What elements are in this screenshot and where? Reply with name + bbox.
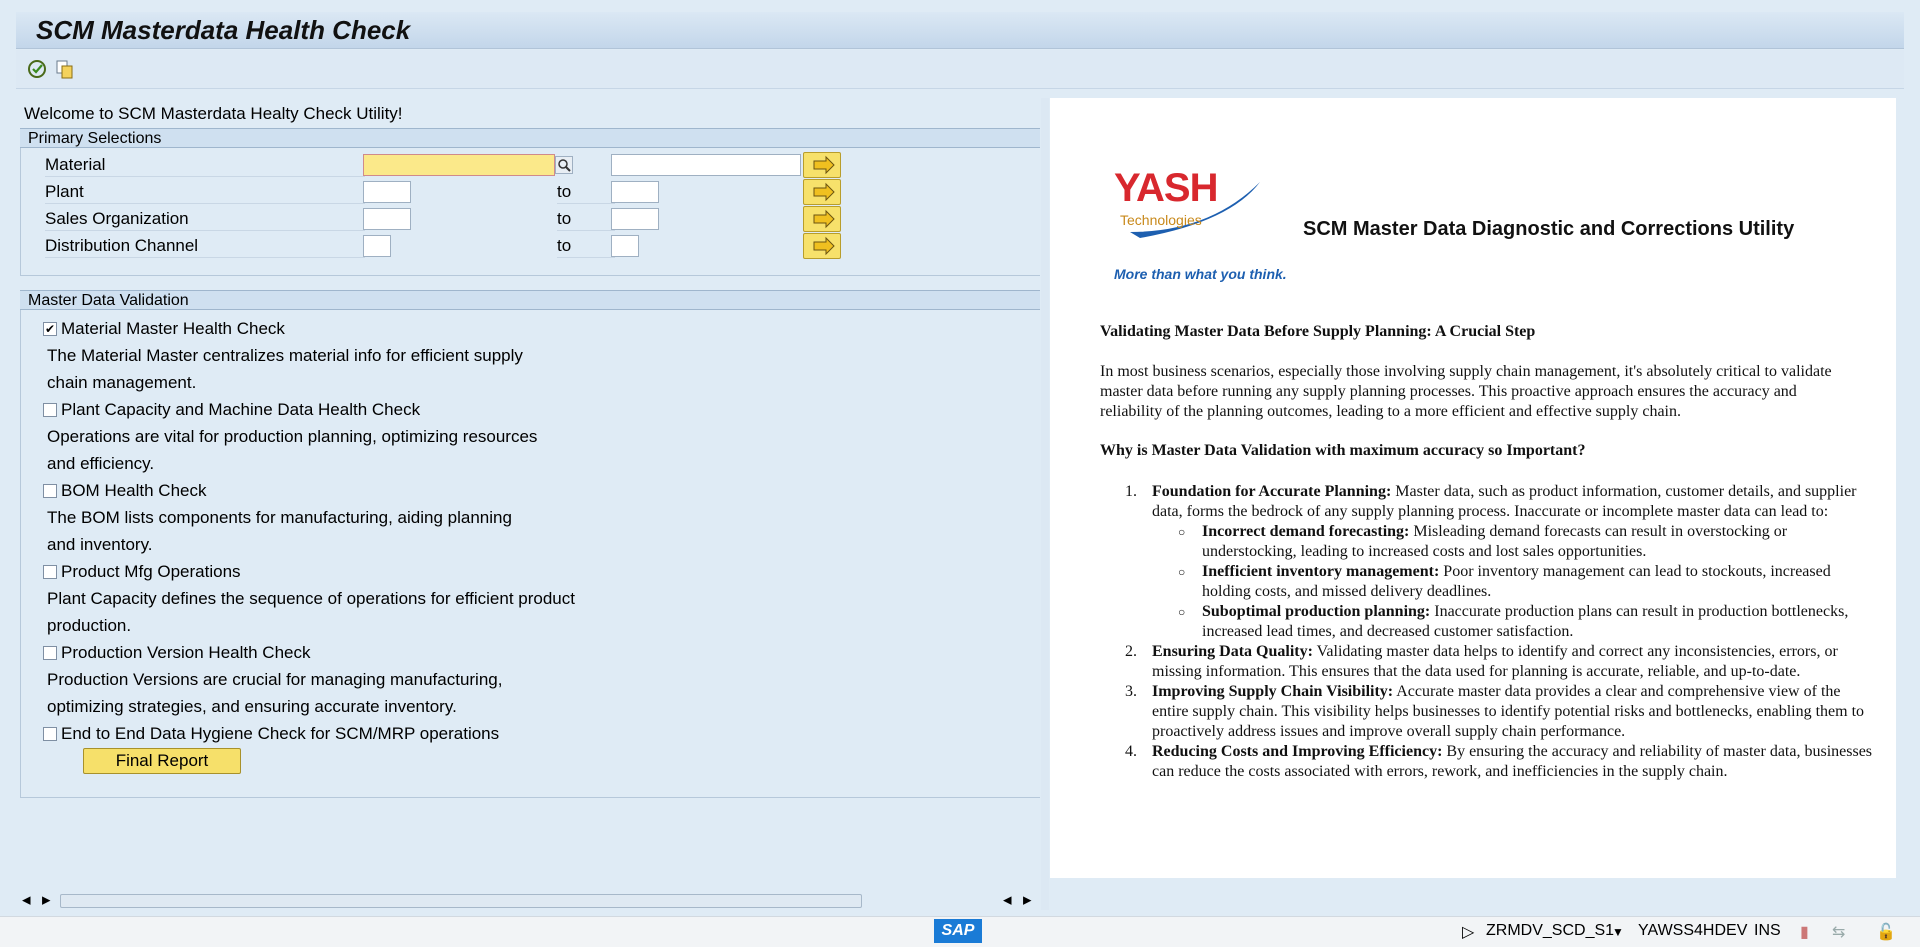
list-number: 2. [1125,643,1137,660]
material-from-input[interactable] [363,154,555,176]
dist-channel-to-label: to [557,235,615,258]
intro-paragraph: In most business scenarios, especially those involving supply chain management, it's absolutely critical to validate master data before running any supply planning processes. This proactive approach ensures the accuracy and reliability of the planning outcomes, leading to a more efficient and effective supply chain. [1100,363,1832,420]
list-item-bold: Ensuring Data Quality: [1152,643,1313,660]
list-item [1100,682,1880,742]
plant-label: Plant [45,181,365,204]
bom-desc-1: The BOM lists components for manufacturing, aiding planning [47,508,512,527]
material-label: Material [45,154,365,177]
list-item [1100,642,1880,682]
product-mfg-check-label[interactable]: Product Mfg Operations [61,562,241,581]
plant-to-input[interactable] [611,181,659,203]
material-master-checkbox[interactable]: ✔ [44,322,56,336]
production-version-checkbox[interactable] [43,646,57,660]
title-bar [16,12,1904,49]
sales-org-to-input[interactable] [611,208,659,230]
status-icon-1: ▮ [1800,924,1809,941]
play-icon[interactable]: ▷ [1462,924,1475,941]
list-item [1100,482,1880,522]
search-help-icon[interactable] [555,156,573,174]
material-master-check-label[interactable]: Material Master Health Check [61,319,285,338]
page-title: SCM Masterdata Health Check [36,15,411,45]
material-multiple-selection-button[interactable] [803,152,841,178]
bom-check-label[interactable]: BOM Health Check [61,481,207,500]
sub-list-item [1100,562,1880,602]
material-to-input[interactable] [611,154,801,176]
bom-checkbox[interactable] [43,484,57,498]
bom-desc-2: and inventory. [47,535,153,554]
production-version-desc-1: Production Versions are crucial for managing manufacturing, [47,670,503,689]
primary-selections-box [20,148,1040,276]
input-mode[interactable]: INS [1754,922,1781,939]
sales-org-label: Sales Organization [45,208,365,231]
logo-sub: Technologies [1120,212,1202,228]
sub-item-text: Poor inventory management can lead to stockouts, increased holding costs, and missed delivery deadlines. [1202,563,1831,600]
sap-logo: SAP [934,919,982,943]
list-number: 4. [1125,743,1137,760]
master-data-validation-box [20,310,1040,798]
info-html-viewer [1050,98,1896,878]
bullet-icon: ○ [1178,565,1186,579]
sales-org-multiple-selection-button[interactable] [803,206,841,232]
list-item-bold: Reducing Costs and Improving Efficiency: [1152,743,1443,760]
dist-channel-to-input[interactable] [611,235,639,257]
list-item-text: Accurate master data provides a clear and comprehensive view of the entire supply chain. This visibility helps businesses to identify potential risks and bottlenecks, enabling them to proactively address issues and improve overall supply chain performance. [1152,683,1865,740]
list-item-text: By ensuring the accuracy and reliability of master data, businesses can reduce the costs associated with errors, rework, and inefficiencies in the supply chain. [1152,743,1873,780]
material-master-desc-2: chain management. [47,373,197,392]
bullet-icon: ○ [1178,605,1186,619]
pane-splitter[interactable] [1041,98,1049,910]
production-version-desc-2: optimizing strategies, and ensuring accurate inventory. [47,697,457,716]
primary-selections-heading: Primary Selections [20,128,1040,148]
logo-text: YASH [1114,166,1218,210]
sub-item-bold: Incorrect demand forecasting: [1202,523,1410,540]
list-item [1100,742,1880,782]
dist-channel-multiple-selection-button[interactable] [803,233,841,259]
sub-list-item [1100,522,1880,562]
end-to-end-check-label[interactable]: End to End Data Hygiene Check for SCM/MRP operations [61,724,500,743]
scroll-left-icon-2[interactable]: ◂ [1003,890,1012,909]
sub-list-item [1100,602,1880,642]
plant-multiple-selection-button[interactable] [803,179,841,205]
plant-capacity-desc-2: and efficiency. [47,454,155,473]
list-number: 1. [1125,483,1137,500]
scroll-left-icon[interactable]: ◂ [22,890,31,909]
benefits-list [1100,482,1880,782]
production-version-check-label[interactable]: Production Version Health Check [61,643,311,662]
horizontal-scrollbar[interactable] [18,890,1040,910]
logo-tagline: More than what you think. [1114,266,1287,282]
list-item-bold: Foundation for Accurate Planning: [1152,483,1392,500]
bullet-icon: ○ [1178,525,1186,539]
sales-org-to-label: to [557,208,615,231]
welcome-text: Welcome to SCM Masterdata Healty Check Utility! [24,104,403,123]
toolbar [16,50,1904,89]
plant-capacity-checkbox[interactable] [43,403,57,417]
list-number: 3. [1125,683,1137,700]
why-heading: Why is Master Data Validation with maximum accuracy so Important? [1100,442,1586,459]
product-mfg-desc-2: production. [47,616,132,635]
plant-capacity-desc-1: Operations are vital for production planning, optimizing resources [47,427,538,446]
article-heading: Validating Master Data Before Supply Planning: A Crucial Step [1100,323,1536,340]
end-to-end-checkbox[interactable] [43,727,57,741]
master-data-validation-heading: Master Data Validation [20,290,1040,310]
status-icon-2: ⇆ [1832,924,1846,941]
list-item-text: Validating master data helps to identify and correct any inconsistencies, errors, or missing information. This ensures that the data used for planning is accurate, reliable, and up-to-date. [1152,643,1838,680]
server-name: YAWSS4HDEV [1638,922,1748,939]
yash-logo [1110,162,1290,252]
utility-title: SCM Master Data Diagnostic and Corrections Utility [1303,218,1795,240]
variant-icon[interactable] [54,58,76,80]
scroll-right-icon-2[interactable]: ▸ [1023,890,1032,909]
lock-icon: 🔓 [1876,924,1896,941]
status-bar [0,916,1920,947]
sub-item-text: Misleading demand forecasts can result in overstocking or understocking, leading to increased costs and lost sales opportunities. [1202,523,1788,560]
sub-item-bold: Suboptimal production planning: [1202,603,1431,620]
dist-channel-from-input[interactable] [363,235,391,257]
sub-item-text: Inaccurate production plans can result in production bottlenecks, increased lead times, and decreased customer satisfaction. [1202,603,1849,640]
product-mfg-checkbox[interactable] [43,565,57,579]
scroll-right-icon[interactable]: ▸ [42,890,51,909]
sales-org-from-input[interactable] [363,208,411,230]
plant-from-input[interactable] [363,181,411,203]
plant-capacity-check-label[interactable]: Plant Capacity and Machine Data Health Check [61,400,421,419]
selection-screen [18,98,1040,910]
execute-icon[interactable] [26,58,48,80]
sub-item-bold: Inefficient inventory management: [1202,563,1440,580]
product-mfg-desc-1: Plant Capacity defines the sequence of operations for efficient product [47,589,575,608]
material-master-desc-1: The Material Master centralizes material info for efficient supply [47,346,523,365]
chevron-down-icon[interactable]: ▼ [1612,925,1624,939]
dist-channel-label: Distribution Channel [45,235,365,258]
scroll-thumb[interactable] [60,894,862,908]
system-id[interactable]: ZRMDV_SCD_S1 [1486,922,1615,939]
list-item-text: Master data, such as product information, customer details, and supplier data, forms the bedrock of any supply planning process. Inaccurate or incomplete master data can lead to: [1152,483,1857,520]
list-item-bold: Improving Supply Chain Visibility: [1152,683,1394,700]
final-report-button[interactable]: Final Report [83,748,241,774]
plant-to-label: to [557,181,615,204]
